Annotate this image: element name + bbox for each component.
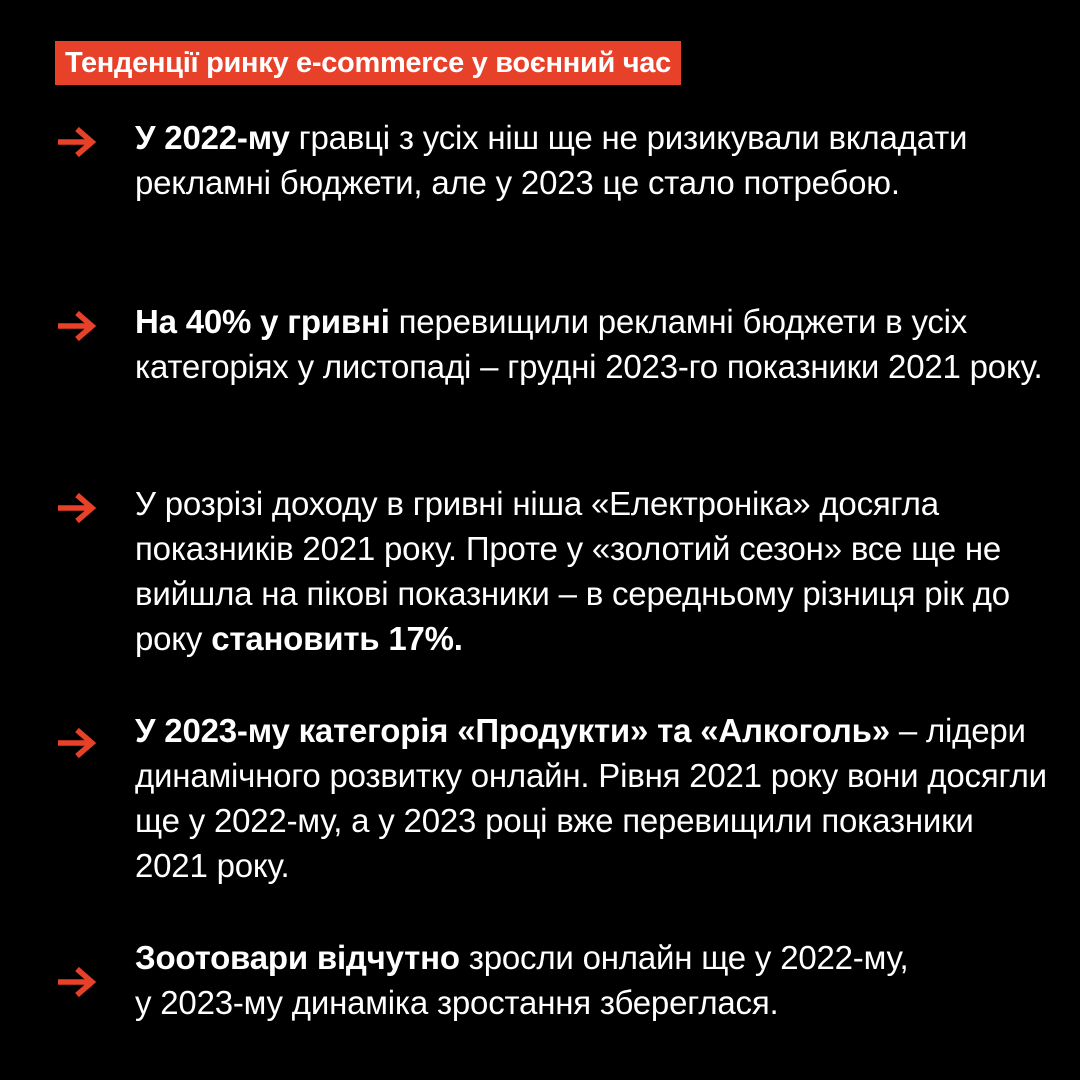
list-item-bold: У 2023-му категорія «Продукти» та «Алкоголь» <box>135 712 890 749</box>
list-item-text <box>135 299 1055 389</box>
list-item-body: У розрізі доходу в гривні ніша «Електроніка» досягла показників 2021 року. Проте у «золотий сезон» все ще не вийшла на пікові показники – в середньому різниця рік до року <box>135 485 1010 657</box>
list-item-bold: становить 17%. <box>211 620 463 657</box>
list-item-body: – лідери динамічного розвитку онлайн. Рівня 2021 року вони досягли ще у 2022-му, а у 2023 році вже перевищили показники 2021 року. <box>135 712 1047 884</box>
list-item-bold: Зоотовари відчутно <box>135 939 460 976</box>
list-item-text <box>135 935 1055 1025</box>
arrow-right-icon <box>55 309 97 343</box>
arrow-right-icon <box>55 726 97 760</box>
list-item-bold: У 2022-му <box>135 119 290 156</box>
list-item-body-line2: у 2023-му динаміка зростання збереглася. <box>135 984 779 1021</box>
list-item-body: перевищили рекламні бюджети в усіх категоріях у листопаді – грудні 2023-го показники 2021 року. <box>135 303 1043 385</box>
list-item-bold: На 40% у гривні <box>135 303 390 340</box>
list-item-text <box>135 481 1055 661</box>
list-item-text <box>135 708 1055 888</box>
arrow-right-icon <box>55 965 97 999</box>
arrow-right-icon <box>55 491 97 525</box>
list-item-body: гравці з усіх ніш ще не ризикували вкладати рекламні бюджети, але у 2023 це стало потребою. <box>135 119 968 201</box>
list-item-text <box>135 115 1055 205</box>
list-item-body: зросли онлайн ще у 2022-му, <box>459 939 909 976</box>
arrow-right-icon <box>55 125 97 159</box>
page-title: Тенденції ринку e-commerce у воєнний час <box>55 41 681 85</box>
